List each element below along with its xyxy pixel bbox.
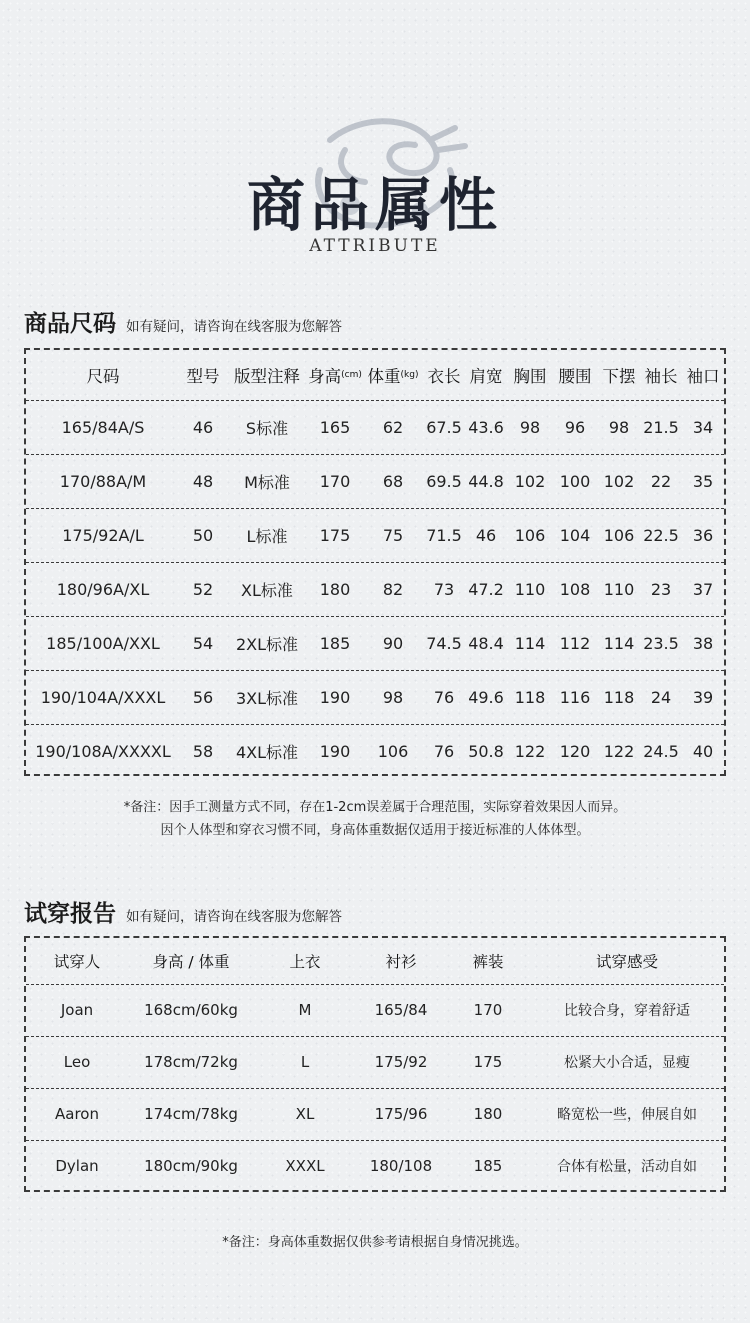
size-header-cell: 下摆: [602, 367, 636, 386]
try-table-cell: XXXL: [285, 1157, 325, 1175]
try-table-cell: Leo: [63, 1053, 91, 1071]
size-table-cell: 98: [382, 687, 404, 707]
try-table-cell: L: [300, 1053, 310, 1071]
size-table-cell: 58: [192, 741, 214, 761]
size-table-cell: 82: [382, 579, 404, 599]
size-header-cell: 体重 (kg): [367, 367, 419, 386]
size-table-cell: 67.5: [426, 417, 462, 437]
size-table-cell: 39: [692, 687, 714, 707]
size-table-cell: 44.8: [468, 471, 504, 491]
size-table-cell: 110: [603, 579, 635, 599]
size-table-cell: 185: [319, 633, 351, 653]
try-table-cell: 175/92: [374, 1053, 428, 1071]
size-table-cell: 165/84A/S: [61, 417, 145, 437]
size-table-cell: 104: [559, 525, 591, 545]
size-table-row: [26, 616, 724, 671]
size-table-cell: 22.5: [643, 525, 679, 545]
size-table-cell: 110: [514, 579, 546, 599]
try-table-cell: 比较合身，穿着舒适: [564, 1003, 690, 1019]
try-table-cell: 180cm/90kg: [144, 1157, 238, 1175]
size-table-row: [26, 454, 724, 509]
size-table-cell: 47.2: [468, 579, 504, 599]
size-table-cell: 76: [433, 741, 455, 761]
size-table-cell: 50: [192, 525, 214, 545]
size-table-cell: 2XL标准: [235, 634, 299, 654]
size-header-cell: 袖长: [644, 367, 678, 386]
size-table-cell: 118: [603, 687, 635, 707]
size-table-cell: 114: [514, 633, 546, 653]
try-table-cell: 174cm/78kg: [144, 1105, 238, 1123]
try-table-cell: 180: [473, 1105, 503, 1123]
try-table-cell: 168cm/60kg: [144, 1001, 238, 1019]
size-table-cell: XL标准: [241, 580, 293, 600]
try-section-header: [24, 895, 342, 928]
size-table-cell: L标准: [246, 526, 288, 546]
size-section-note: 如有疑问，请咨询在线客服为您解答: [126, 319, 342, 335]
size-table-cell: 120: [559, 741, 591, 761]
size-table-cell: 106: [603, 525, 635, 545]
size-table-cell: 190/104A/XXXL: [40, 687, 166, 707]
size-section-title: 商品尺码: [24, 311, 116, 337]
try-table-cell: 178cm/72kg: [144, 1053, 238, 1071]
size-section-header: [24, 305, 342, 338]
size-table-cell: 185/100A/XXL: [46, 633, 160, 653]
size-table-cell: 96: [564, 417, 586, 437]
size-table-cell: 190: [319, 687, 351, 707]
size-table-cell: 23: [650, 579, 672, 599]
size-table-cell: 175: [319, 525, 351, 545]
size-table-cell: 34: [692, 417, 714, 437]
try-table-header-row: [26, 938, 724, 985]
size-table-row: [26, 508, 724, 563]
size-table-cell: 52: [192, 579, 214, 599]
size-table-cell: 76: [433, 687, 455, 707]
try-table-cell: 185: [473, 1157, 503, 1175]
try-table-cell: M: [298, 1001, 312, 1019]
try-table-cell: 180/108: [369, 1157, 433, 1175]
size-table-cell: 122: [514, 741, 546, 761]
page-title: 商品属性: [246, 171, 503, 239]
size-table-cell: 50.8: [468, 741, 504, 761]
try-header-cell: 衬衫: [385, 953, 417, 971]
size-table-cell: 37: [692, 579, 714, 599]
size-table-cell: 170: [319, 471, 351, 491]
size-table-cell: 170/88A/M: [59, 471, 147, 491]
try-table-row: [26, 984, 724, 1037]
size-header-cell: 尺码: [86, 367, 120, 386]
size-remark-line2: 因个人体型和穿衣习惯不同，身高体重数据仅适用于接近标准的人体体型。: [160, 823, 590, 838]
size-table-cell: 48: [192, 471, 214, 491]
size-table-cell: 62: [382, 417, 404, 437]
size-header-cell: 衣长: [427, 367, 461, 386]
size-table-row: [26, 562, 724, 617]
size-header-cell: 版型注释: [234, 367, 300, 386]
size-table-cell: 40: [692, 741, 714, 761]
try-table-cell: 略宽松一些，伸展自如: [557, 1107, 697, 1123]
try-header-cell: 试穿人: [53, 953, 101, 971]
try-table-cell: XL: [295, 1105, 315, 1123]
size-header-cell: 肩宽: [469, 367, 503, 386]
size-table-cell: 102: [514, 471, 546, 491]
size-header-cell: 型号: [186, 367, 220, 386]
size-table-cell: 46: [475, 525, 497, 545]
try-on-report-table: [24, 936, 726, 1192]
size-table-cell: 74.5: [426, 633, 462, 653]
size-table-cell: 24: [650, 687, 672, 707]
size-table-cell: 75: [382, 525, 404, 545]
try-table-cell: 175: [473, 1053, 503, 1071]
size-table-row: [26, 400, 724, 455]
try-header-cell: 试穿感受: [595, 953, 658, 971]
size-table-cell: 56: [192, 687, 214, 707]
try-table-cell: 165/84: [374, 1001, 428, 1019]
size-table-cell: 114: [603, 633, 635, 653]
size-remark-line1: *备注：因手工测量方式不同，存在1-2cm误差属于合理范围，实际穿着效果因人而异。: [123, 800, 627, 815]
size-table-cell: 116: [559, 687, 591, 707]
try-header-cell: 裤装: [472, 953, 504, 971]
try-table-row: [26, 1036, 724, 1089]
size-table-cell: 68: [382, 471, 404, 491]
size-table-cell: 48.4: [468, 633, 504, 653]
size-table-cell: 4XL标准: [235, 742, 299, 762]
size-table-row: [26, 724, 724, 778]
try-table-cell: Dylan: [55, 1157, 99, 1175]
try-table-cell: Joan: [60, 1001, 94, 1019]
size-header-cell: 袖口: [686, 367, 720, 386]
size-table-cell: 190: [319, 741, 351, 761]
weight-unit-label: (kg): [400, 370, 419, 380]
size-table-cell: 49.6: [468, 687, 504, 707]
try-section-note: 如有疑问，请咨询在线客服为您解答: [126, 909, 342, 925]
height-unit-label: (cm): [341, 370, 362, 380]
size-header-cell: 腰围: [558, 367, 592, 386]
size-table-cell: 180/96A/XL: [56, 579, 150, 599]
hero-banner: [0, 110, 750, 270]
try-table-cell: 170: [473, 1001, 503, 1019]
size-table-cell: 38: [692, 633, 714, 653]
size-table-cell: 100: [559, 471, 591, 491]
size-table-cell: 108: [559, 579, 591, 599]
size-table-cell: 24.5: [643, 741, 679, 761]
size-header-cell: 身高 (cm): [308, 367, 362, 386]
size-table-cell: 102: [603, 471, 635, 491]
size-table-cell: 122: [603, 741, 635, 761]
try-table-cell: 合体有松量，活动自如: [557, 1159, 697, 1175]
size-table-cell: 54: [192, 633, 214, 653]
size-table-cell: 112: [559, 633, 591, 653]
try-remark: *备注：身高体重数据仅供参考请根据自身情况挑选。: [222, 1235, 528, 1250]
page-subtitle: ATTRIBUTE: [309, 236, 441, 256]
size-header-cell: 胸围: [513, 367, 547, 386]
try-table-cell: 松紧大小合适，显瘦: [564, 1055, 690, 1071]
size-chart-table: [24, 348, 726, 776]
size-table-cell: 35: [692, 471, 714, 491]
size-table-header-row: [26, 350, 724, 401]
size-table-cell: 118: [514, 687, 546, 707]
size-table-cell: 106: [514, 525, 546, 545]
size-table-cell: 21.5: [643, 417, 679, 437]
size-table-cell: 73: [433, 579, 455, 599]
size-table-cell: 98: [608, 417, 630, 437]
size-table-cell: 175/92A/L: [62, 525, 144, 545]
try-section-title: 试穿报告: [24, 901, 116, 927]
size-table-cell: 22: [650, 471, 672, 491]
size-table-cell: S标准: [245, 418, 289, 438]
try-header-cell: 上衣: [289, 953, 321, 971]
try-table-row: [26, 1140, 724, 1192]
size-table-cell: 3XL标准: [235, 688, 299, 708]
size-table-cell: 43.6: [468, 417, 504, 437]
size-table-cell: 71.5: [426, 525, 462, 545]
size-table-cell: 69.5: [426, 471, 462, 491]
try-table-cell: 175/96: [374, 1105, 428, 1123]
size-table-cell: 36: [692, 525, 714, 545]
size-table-cell: 23.5: [643, 633, 679, 653]
size-table-cell: 46: [192, 417, 214, 437]
size-table-row: [26, 670, 724, 725]
try-header-cell: 身高 / 体重: [152, 953, 230, 971]
size-table-cell: 98: [519, 417, 541, 437]
size-table-cell: 90: [382, 633, 404, 653]
size-table-cell: 190/108A/XXXXL: [35, 741, 171, 761]
size-table-cell: M标准: [244, 472, 290, 492]
size-table-cell: 106: [377, 741, 409, 761]
try-table-cell: Aaron: [55, 1105, 99, 1123]
size-table-cell: 165: [319, 417, 351, 437]
size-table-cell: 180: [319, 579, 351, 599]
try-table-row: [26, 1088, 724, 1141]
